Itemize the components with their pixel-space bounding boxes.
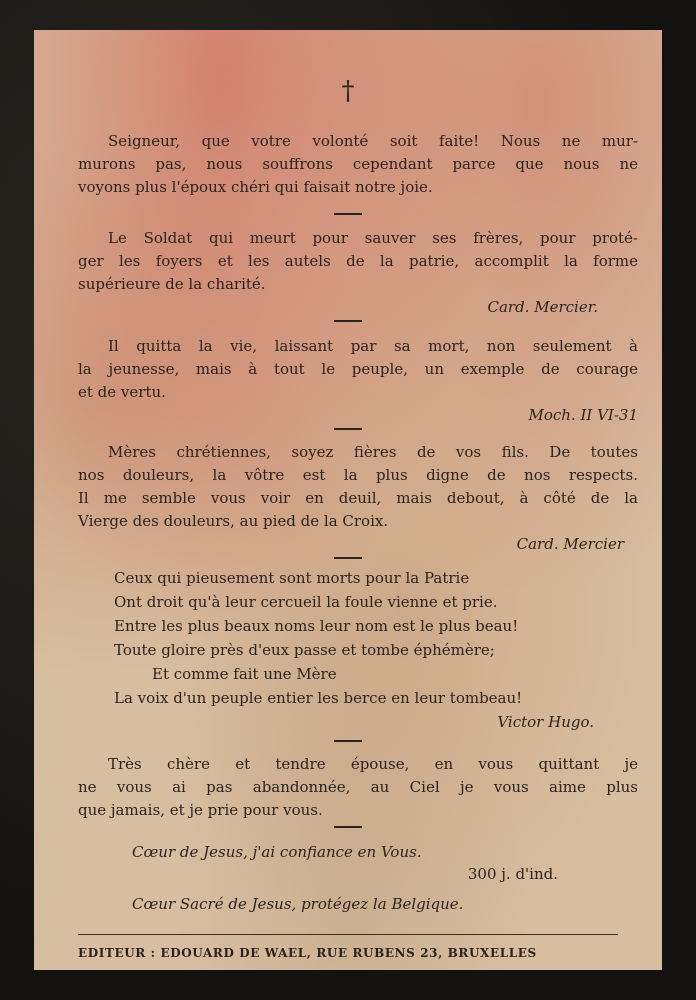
separator	[334, 213, 362, 215]
paragraph-5-line: que jamais, et je prie pour vous.	[78, 801, 323, 819]
separator	[334, 826, 362, 828]
paragraph-4-line: Il me semble vous voir en deuil, mais debout, à côté de la	[78, 489, 638, 507]
separator	[334, 320, 362, 322]
paragraph-2-line: ger les foyers et les autels de la patrie, accomplit la forme	[78, 252, 638, 270]
poem-line: Et comme fait une Mère	[152, 665, 337, 683]
paragraph-1	[78, 130, 638, 199]
separator	[334, 557, 362, 559]
cross-icon: †	[341, 76, 355, 106]
paragraph-4	[78, 441, 638, 556]
poem-line: Entre les plus beaux noms leur nom est le plus beau!	[114, 617, 519, 635]
paragraph-2-line: supérieure de la charité.	[78, 275, 266, 293]
paragraph-5	[78, 753, 638, 822]
paragraph-5-line: Très chère et tendre épouse, en vous quittant je	[108, 755, 638, 773]
separator	[334, 740, 362, 742]
paragraph-2	[78, 227, 638, 319]
poem-line: Ont droit qu'à leur cercueil la foule vienne et prie.	[114, 593, 498, 611]
paragraph-5-line: ne vous ai pas abandonnée, au Ciel je vous aime plus	[78, 778, 638, 796]
prayer-1: Cœur de Jesus, j'ai confiance en Vous.	[132, 843, 422, 861]
paragraph-1-line: murons pas, nous souffrons cependant parce que nous ne	[78, 155, 638, 173]
paragraph-4-line: nos douleurs, la vôtre est la plus digne de nos respects.	[78, 466, 638, 484]
poem-line: Toute gloire près d'eux passe et tombe éphémère;	[114, 641, 495, 659]
citation: Card. Mercier.	[487, 298, 598, 316]
prayer-2: Cœur Sacré de Jesus, protégez la Belgique.	[132, 895, 464, 913]
citation: Victor Hugo.	[497, 713, 594, 731]
paragraph-1-line: voyons plus l'époux chéri qui faisait notre joie.	[78, 178, 433, 196]
paragraph-3-line: la jeunesse, mais à tout le peuple, un exemple de courage	[78, 360, 638, 378]
paragraph-2-line: Le Soldat qui meurt pour sauver ses frères, pour proté-	[108, 229, 638, 247]
citation: Moch. II VI-31	[528, 406, 638, 424]
poem-line: La voix d'un peuple entier les berce en leur tombeau!	[114, 689, 523, 707]
paragraph-4-line: Mères chrétiennes, soyez fières de vos fils. De toutes	[108, 443, 638, 461]
paragraph-3-line: Il quitta la vie, laissant par sa mort, non seulement à	[108, 337, 638, 355]
paragraph-4-line: Vierge des douleurs, au pied de la Croix.	[78, 512, 389, 530]
paragraph-3	[78, 335, 638, 427]
separator	[334, 428, 362, 430]
paragraph-3-line: et de vertu.	[78, 383, 166, 401]
poem	[114, 566, 634, 734]
footer-rule	[78, 934, 618, 935]
publisher-footer: EDITEUR : EDOUARD DE WAEL, RUE RUBENS 23, BRUXELLES	[78, 946, 537, 960]
memorial-card	[34, 30, 662, 970]
citation: Card. Mercier	[516, 535, 624, 553]
paragraph-1-line: Seigneur, que votre volonté soit faite! Nous ne mur-	[108, 132, 638, 150]
indulgence: 300 j. d'ind.	[467, 865, 558, 883]
poem-line: Ceux qui pieusement sont morts pour la Patrie	[114, 569, 470, 587]
